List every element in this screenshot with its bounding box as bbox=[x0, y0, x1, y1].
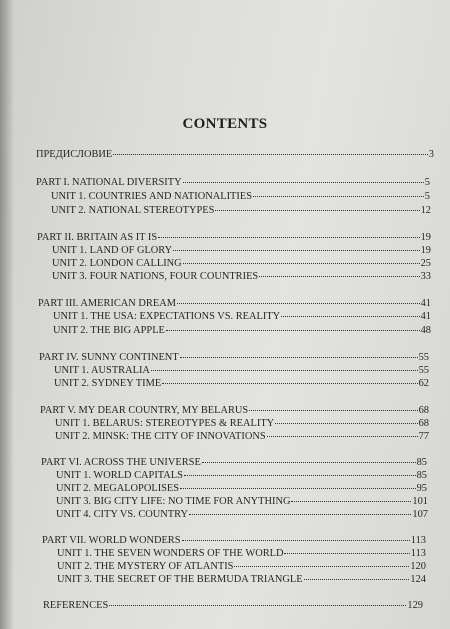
toc-entry-part-4: PART IV. SUNNY CONTINENT 55 bbox=[39, 352, 429, 363]
toc-entry-part-7: PART VII. WORLD WONDERS 113 bbox=[42, 535, 426, 546]
toc-entry-part-7-unit-2: UNIT 2. THE MYSTERY OF ATLANTIS 120 bbox=[57, 561, 426, 572]
toc-entry-part-6-unit-3: UNIT 3. BIG CITY LIFE: NO TIME FOR ANYTHING 101 bbox=[56, 496, 428, 507]
toc-entry-part-1: PART I. NATIONAL DIVERSITY 5 bbox=[36, 177, 430, 188]
toc-entry-part-6-unit-4: UNIT 4. CITY VS. COUNTRY 107 bbox=[56, 509, 428, 520]
toc-entry-part-3-unit-1: UNIT 1. THE USA: EXPECTATIONS VS. REALITY 41 bbox=[53, 311, 431, 322]
toc-entry-part-5: PART V. MY DEAR COUNTRY, MY BELARUS 68 bbox=[40, 405, 429, 416]
toc-entry-part-7-unit-1: UNIT 1. THE SEVEN WONDERS OF THE WORLD 113 bbox=[57, 548, 426, 559]
toc-entry-part-2-unit-1: UNIT 1. LAND OF GLORY 19 bbox=[52, 245, 431, 256]
toc-entry-part-4-unit-1: UNIT 1. AUSTRALIA 55 bbox=[54, 365, 429, 376]
toc-entry-part-5-unit-2: UNIT 2. MINSK: THE CITY OF INNOVATIONS 77 bbox=[55, 431, 429, 442]
toc-entry-references: REFERENCES 129 bbox=[43, 600, 423, 611]
toc-entry-part-3: PART III. AMERICAN DREAM 41 bbox=[38, 298, 431, 309]
page-fold-shadow bbox=[0, 0, 14, 629]
toc-entry-part-1-unit-2: UNIT 2. NATIONAL STEREOTYPES 12 bbox=[51, 205, 431, 216]
toc-entry-part-4-unit-2: UNIT 2. SYDNEY TIME 62 bbox=[54, 378, 429, 389]
toc-entry-part-3-unit-2: UNIT 2. THE BIG APPLE 48 bbox=[53, 325, 431, 336]
toc-entry-part-2: PART II. BRITAIN AS IT IS 19 bbox=[37, 232, 431, 243]
toc-entry-part-6-unit-2: UNIT 2. MEGALOPOLISES 95 bbox=[56, 483, 427, 494]
toc-entry-part-5-unit-1: UNIT 1. BELARUS: STEREOTYPES & REALITY 68 bbox=[55, 418, 429, 429]
toc-entry-part-2-unit-2: UNIT 2. LONDON CALLING 25 bbox=[52, 258, 431, 269]
toc-entry-part-2-unit-3: UNIT 3. FOUR NATIONS, FOUR COUNTRIES 33 bbox=[52, 271, 431, 282]
toc-entry-part-1-unit-1: UNIT 1. COUNTRIES AND NATIONALITIES 5 bbox=[51, 191, 430, 202]
toc-entry-part-7-unit-3: UNIT 3. THE SECRET OF THE BERMUDA TRIANGLE 124 bbox=[57, 574, 426, 585]
toc-entry-part-6: PART VI. ACROSS THE UNIVERSE 85 bbox=[41, 457, 427, 468]
toc-entry-preface: ПРЕДИСЛОВИЕ 3 bbox=[36, 149, 434, 160]
toc-entry-part-6-unit-1: UNIT 1. WORLD CAPITALS 85 bbox=[56, 470, 427, 481]
contents-title: CONTENTS bbox=[182, 116, 268, 132]
